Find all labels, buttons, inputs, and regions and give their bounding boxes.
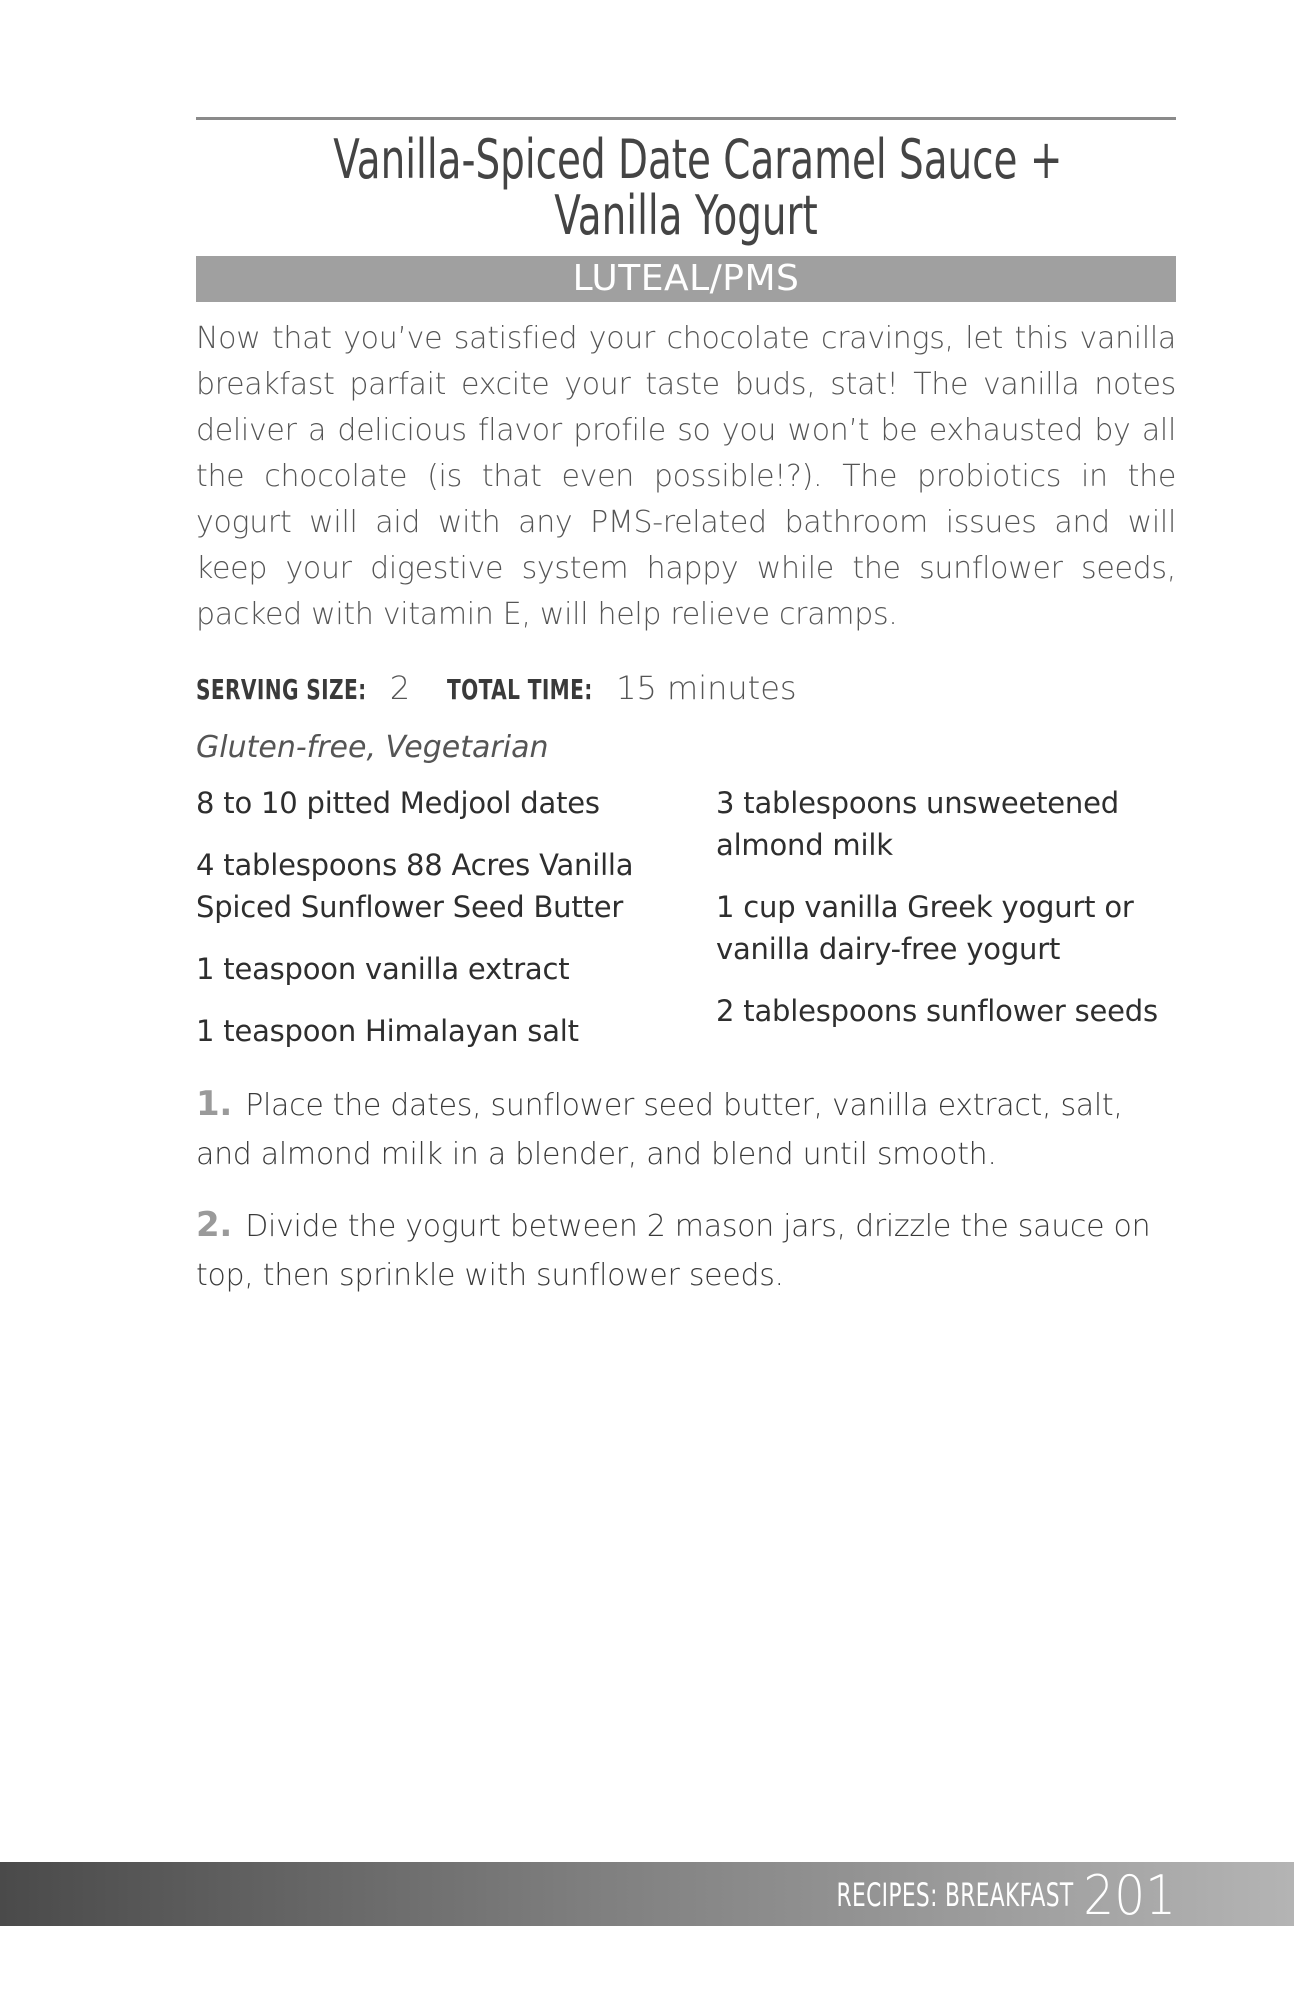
recipe-title-line-2: Vanilla Yogurt xyxy=(554,184,818,247)
step-number: 1. xyxy=(196,1084,232,1124)
ingredients-list xyxy=(196,782,1176,1072)
ingredient-item: 2 tablespoons sunflower seeds xyxy=(716,994,1158,1028)
diet-tags: Gluten-free, Vegetarian xyxy=(196,730,549,765)
ingredient-item: 1 teaspoon Himalayan salt xyxy=(196,1014,579,1048)
ingredient-item: 1 teaspoon vanilla extract xyxy=(196,952,570,986)
page-number: 201 xyxy=(1083,1864,1176,1927)
recipe-page xyxy=(196,117,1176,1322)
recipe-title-line-1: Vanilla-Spiced Date Caramel Sauce + xyxy=(333,128,1063,191)
step-text: Place the dates, sunflower seed butter, vanilla extract, salt, and almond milk in a blender, and blend until smooth. xyxy=(196,1088,1123,1172)
ingredient-item: 8 to 10 pitted Medjool dates xyxy=(196,786,600,820)
ingredients-column-left xyxy=(196,782,666,1072)
ingredients-column-right xyxy=(716,782,1176,1072)
total-time-label: TOTAL TIME: xyxy=(446,673,593,706)
instruction-step xyxy=(196,1080,1176,1179)
step-text: Divide the yogurt between 2 mason jars, drizzle the sauce on top, then sprinkle with sunflower seeds. xyxy=(196,1209,1151,1293)
step-number: 2. xyxy=(196,1205,232,1245)
recipe-intro: Now that you’ve satisfied your chocolate cravings, let this vanilla breakfast parfait excite your taste buds, stat! The vanilla notes deliver a delicious flavor profile so you won’t be exhausted by all the chocolate (is that even possible!?). The probiotics in the yogurt will aid with any PMS-related bathroom issues and will keep your digestive system happy while the sunflower seeds, packed with vitamin E, will help relieve cramps. xyxy=(196,321,1176,632)
ingredient-item: 3 tablespoons unsweetened almond milk xyxy=(716,786,1119,862)
recipe-title xyxy=(333,128,1063,247)
ingredient-item: 1 cup vanilla Greek yogurt or vanilla dairy-free yogurt xyxy=(716,890,1134,966)
top-rule xyxy=(196,117,1176,120)
serving-size-label: SERVING SIZE: xyxy=(196,673,367,706)
instruction-step xyxy=(196,1201,1176,1300)
serving-size-value: 2 xyxy=(389,669,411,707)
phase-banner: LUTEAL/PMS xyxy=(196,256,1176,302)
footer-section-label: RECIPES: BREAKFAST xyxy=(837,1876,1074,1914)
total-time-value: 15 minutes xyxy=(616,669,797,707)
instruction-steps xyxy=(196,1080,1176,1300)
recipe-meta xyxy=(196,668,1176,710)
page-footer xyxy=(0,1862,1294,1926)
ingredient-item: 4 tablespoons 88 Acres Vanilla Spiced Sunflower Seed Butter xyxy=(196,848,634,924)
